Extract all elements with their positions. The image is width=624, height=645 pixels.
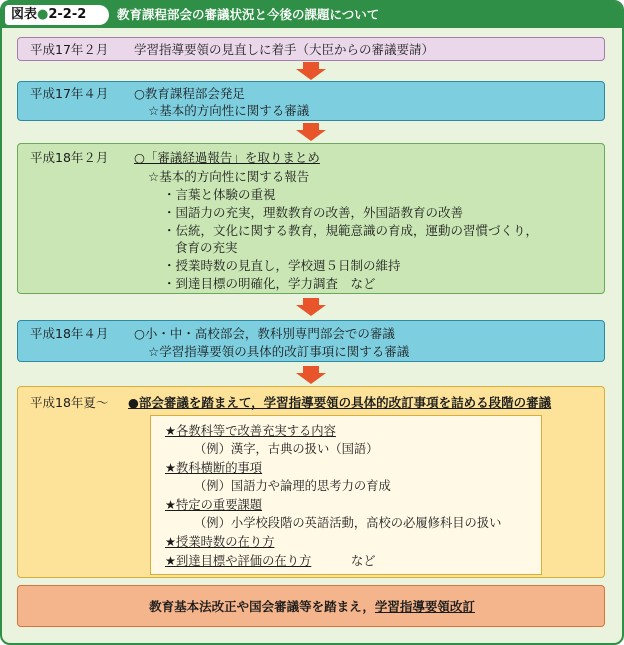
arrow-icon	[296, 62, 326, 80]
detail-item-label: ★授業時数の在り方	[165, 535, 275, 549]
step-date: 平成17年４月	[30, 86, 109, 101]
detail-item-example: （例）漢字，古典の扱い（国語）	[194, 442, 379, 456]
final-text-underlined: 学習指導要領改訂	[374, 599, 475, 614]
step-line-2: ☆基本的方向性に関する報告	[148, 169, 310, 184]
step-box-4	[17, 320, 605, 362]
step-text: 学習指導要領の見直しに着手（大臣からの審議要請）	[134, 42, 435, 57]
arrow-icon	[296, 123, 326, 141]
final-text-prefix: 教育基本法改正や国会審議等を踏まえ，	[149, 599, 375, 614]
figure-dot: ●	[37, 7, 49, 22]
detail-box	[150, 415, 542, 575]
step-date: 平成18年夏～	[30, 395, 109, 410]
figure-title: 教育課程部会の審議状況と今後の課題について	[117, 7, 380, 22]
figure-number: 2-2-2	[48, 7, 87, 22]
detail-item-label: ★到達目標や評価の在り方	[165, 554, 312, 568]
step-date: 平成17年２月	[30, 42, 109, 57]
bullet-item: ・到達目標の明確化，学力調査 など	[163, 276, 376, 291]
detail-item-label: ★教科横断的事項	[165, 461, 263, 475]
step-line-1: ○小・中・高校部会，教科別専門部会での審議	[134, 326, 395, 341]
step-box-6	[17, 585, 605, 627]
step-headline: ●部会審議を踏まえて，学習指導要領の具体的改訂事項を詰める段階の審議	[128, 395, 552, 410]
detail-items-suffix: など	[351, 554, 376, 568]
step-date: 平成18年４月	[30, 326, 109, 341]
final-text	[18, 598, 606, 615]
detail-item-example: （例）小学校段階の英語活動，高校の必履修科目の扱い	[194, 516, 502, 530]
step-line-1: ○教育課程部会発足	[134, 86, 245, 101]
arrow-icon	[296, 298, 326, 316]
detail-item-label: ★各教科等で改善充実する内容	[165, 424, 336, 438]
step-box-2	[17, 81, 605, 121]
detail-item-label: ★特定の重要課題	[165, 498, 263, 512]
bullet-item: ・言葉と体験の重視	[163, 187, 276, 202]
step-box-3	[17, 143, 605, 294]
figure-label	[5, 5, 109, 25]
step-date: 平成18年２月	[30, 150, 109, 165]
step-line-2: ☆基本的方向性に関する審議	[148, 103, 310, 118]
step-line-1: ○「審議経過報告」を取りまとめ	[134, 150, 320, 165]
bullet-item-continued: 食育の充実	[175, 240, 238, 255]
bullet-item: ・授業時数の見直し，学校週５日制の維持	[163, 258, 401, 273]
step-line-2: ☆学習指導要領の具体的改訂事項に関する審議	[148, 344, 410, 359]
figure-prefix: 図表	[11, 7, 38, 22]
arrow-icon	[296, 366, 326, 384]
step-box-1	[17, 37, 605, 61]
detail-item-example: （例）国語力や論理的思考力の育成	[194, 479, 391, 493]
bullet-item: ・国語力の充実，理数教育の改善，外国語教育の改善	[163, 205, 464, 220]
bullet-item: ・伝統，文化に関する教育，規範意識の育成，運動の習慣づくり，	[163, 223, 539, 238]
